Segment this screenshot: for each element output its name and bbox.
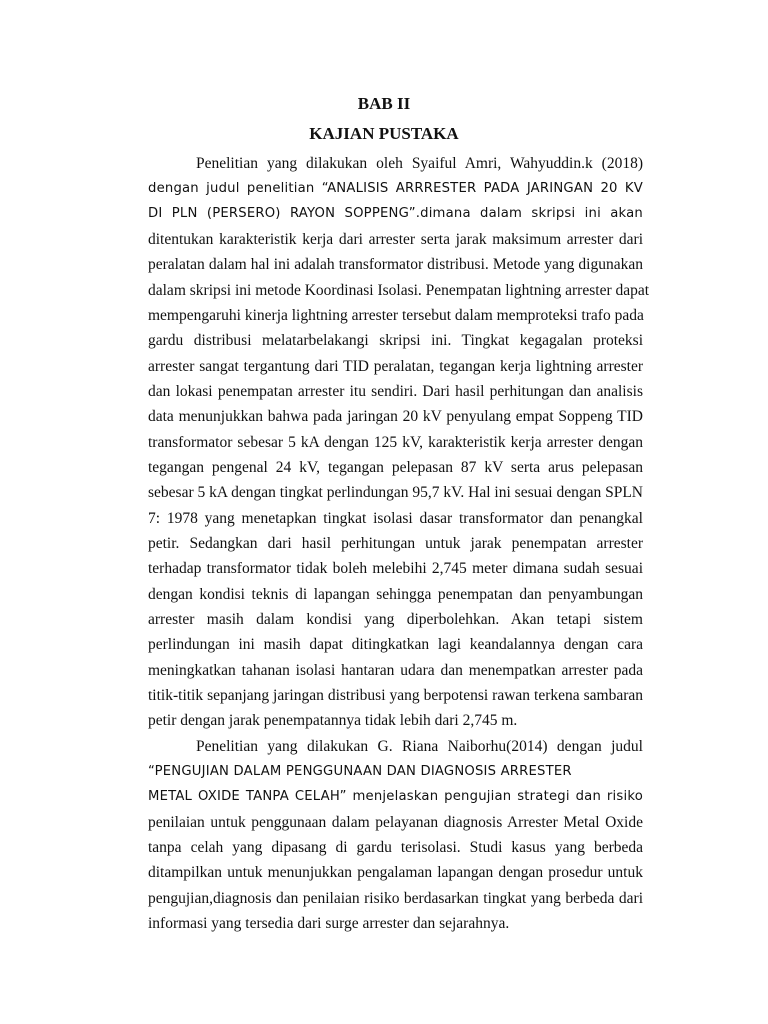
text-line: dalam skripsi ini metode Koordinasi Isolasi. Penempatan lightning arrester dapat bbox=[148, 282, 650, 299]
text-line: terhadap transformator tidak boleh melebihi 2,745 meter dimana sudah sesuai bbox=[148, 560, 643, 577]
text-line: METAL OXIDE TANPA CELAH” menjelaskan pengujian strategi dan risiko bbox=[148, 789, 643, 804]
text-line: mempengaruhi kinerja lightning arrester tersebut dalam memproteksi trafo pada bbox=[148, 307, 644, 324]
text-line: informasi yang tersedia dari surge arrester dan sejarahnya. bbox=[148, 915, 510, 932]
text-line: meningkatkan tahanan isolasi hantaran udara dan menempatkan arrester pada bbox=[148, 662, 643, 679]
text-line: “PENGUJIAN DALAM PENGGUNAAN DAN DIAGNOSIS ARRESTER bbox=[148, 764, 572, 779]
text-line: transformator sebesar 5 kA dengan 125 kV, karakteristik kerja arrester dengan bbox=[148, 434, 643, 451]
text-line: penilaian untuk penggunaan dalam pelayanan diagnosis Arrester Metal Oxide bbox=[148, 814, 643, 831]
text-line: dengan kondisi teknis di lapangan sehingga penempatan dan penyambungan bbox=[148, 586, 643, 603]
text-line: 7: 1978 yang menetapkan tingkat isolasi dasar transformator dan penangkal bbox=[148, 510, 643, 527]
text-line: arrester masih dalam kondisi yang diperbolehkan. Akan tetapi sistem bbox=[148, 611, 643, 628]
text-line: ditampilkan untuk menunjukkan pengalaman lapangan dengan prosedur untuk bbox=[148, 864, 643, 881]
text-line: titik-titik sepanjang jaringan distribusi yang berpotensi rawan terkena sambaran bbox=[148, 687, 643, 704]
text-line: dengan judul penelitian “ANALISIS ARRRESTER PADA JARINGAN 20 KV bbox=[148, 181, 643, 196]
text-line: tanpa celah yang dipasang di gardu terisolasi. Studi kasus yang berbeda bbox=[148, 839, 643, 856]
text-line: pengujian,diagnosis dan penilaian risiko berdasarkan tingkat yang berbeda dari bbox=[148, 890, 643, 907]
text-line: Penelitian yang dilakukan G. Riana Naiborhu(2014) dengan judul bbox=[196, 738, 643, 755]
text-line: petir. Sedangkan dari hasil perhitungan untuk jarak penempatan arrester bbox=[148, 535, 643, 552]
text-line: data menunjukkan bahwa pada jaringan 20 kV penyulang empat Soppeng TID bbox=[148, 408, 643, 425]
text-line: tegangan pengenal 24 kV, tegangan pelepasan 87 kV serta arus pelepasan bbox=[148, 459, 643, 476]
text-line: DI PLN (PERSERO) RAYON SOPPENG”.dimana dalam skripsi ini akan bbox=[148, 206, 643, 221]
text-line: ditentukan karakteristik kerja dari arrester serta jarak maksimum arrester dari bbox=[148, 231, 643, 248]
text-line: dan lokasi penempatan arrester itu sendiri. Dari hasil perhitungan dan analisis bbox=[148, 383, 643, 400]
chapter-number: BAB II bbox=[357, 94, 411, 113]
chapter-title: KAJIAN PUSTAKA bbox=[309, 124, 459, 143]
text-line: petir dengan jarak penempatannya tidak lebih dari 2,745 m. bbox=[148, 712, 518, 729]
text-line: gardu distribusi melatarbelakangi skripsi ini. Tingkat kegagalan proteksi bbox=[148, 332, 643, 349]
text-line: perlindungan ini masih dapat ditingkatkan lagi keandalannya dengan cara bbox=[148, 636, 643, 653]
text-line: Penelitian yang dilakukan oleh Syaiful Amri, Wahyuddin.k (2018) bbox=[196, 155, 643, 172]
text-line: arrester sangat tergantung dari TID peralatan, tegangan kerja lightning arrester bbox=[148, 358, 643, 375]
text-line: peralatan dalam hal ini adalah transformator distribusi. Metode yang digunakan bbox=[148, 256, 643, 273]
text-line: sebesar 5 kA dengan tingkat perlindungan 95,7 kV. Hal ini sesuai dengan SPLN bbox=[148, 484, 643, 501]
